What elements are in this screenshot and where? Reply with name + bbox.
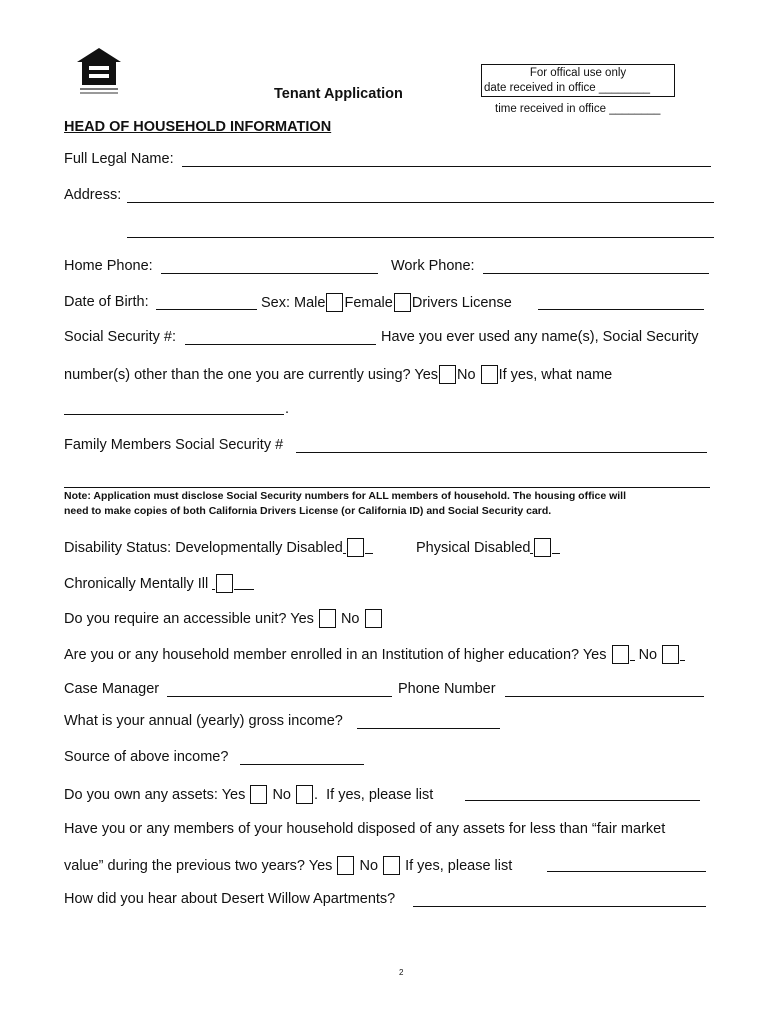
income-source-field[interactable] [240, 764, 364, 765]
dob-label: Date of Birth: [64, 294, 149, 310]
chronically-ill-label: Chronically Mentally Ill [64, 576, 209, 592]
no-label: No [457, 367, 476, 383]
accessible-no-checkbox[interactable] [365, 609, 382, 628]
office-date-received: date received in office ________ [484, 82, 651, 94]
accessible-unit-label: Do you require an accessible unit? Yes [64, 611, 314, 627]
legal-name-label: Full Legal Name: [64, 151, 174, 167]
accessible-no-label: No [340, 611, 360, 627]
equal-housing-logo [76, 47, 122, 95]
dob-field[interactable] [156, 309, 257, 310]
other-names-no-checkbox[interactable] [481, 365, 498, 384]
income-field[interactable] [357, 728, 500, 729]
home-phone-field[interactable] [161, 273, 378, 274]
ssn-label: Social Security #: [64, 329, 177, 345]
drivers-license-label: Drivers License [411, 295, 512, 311]
office-time-received: time received in office ________ [495, 103, 661, 115]
disposed-list-field[interactable] [547, 871, 706, 872]
address-label: Address: [64, 187, 122, 203]
other-names-question-line-2: number(s) other than the one you are currently using? Yes [64, 367, 439, 383]
sex-male-label: Sex: Male [261, 295, 326, 311]
work-phone-field[interactable] [483, 273, 709, 274]
disposed-question-line-1: Have you or any members of your household disposed of any assets for less than “fair market [64, 821, 666, 837]
if-yes-name-label: If yes, what name [498, 367, 613, 383]
assets-if-yes-label: If yes, please list [326, 787, 434, 803]
enrolled-label: Are you or any household member enrolled in an Institution of higher education? Yes [64, 647, 607, 663]
office-use-title: For offical use only [529, 67, 627, 79]
family-ssn-label: Family Members Social Security # [64, 437, 284, 453]
enrolled-no-checkbox[interactable] [662, 645, 679, 664]
income-source-label: Source of above income? [64, 749, 229, 765]
home-phone-label: Home Phone: [64, 258, 153, 274]
hear-about-field[interactable] [413, 906, 706, 907]
page-number: 2 [399, 968, 404, 977]
phone-number-label: Phone Number [398, 681, 496, 697]
enrolled-yes-checkbox[interactable] [612, 645, 629, 664]
note-line-2: need to make copies of both California Drivers License (or California ID) and Social Security card. [64, 505, 552, 517]
disposed-no-label: No [359, 858, 379, 874]
family-ssn-field-line-2[interactable] [64, 487, 710, 488]
case-manager-label: Case Manager [64, 681, 160, 697]
physical-disabled-label: Physical Disabled [416, 540, 531, 556]
enrolled-row [64, 645, 685, 664]
other-names-row [64, 365, 612, 384]
address-field[interactable] [127, 202, 714, 203]
assets-no-label: No [272, 787, 291, 803]
other-names-yes-checkbox[interactable] [439, 365, 456, 384]
period: . [285, 401, 290, 417]
phone-number-field[interactable] [505, 696, 704, 697]
female-checkbox[interactable] [394, 293, 411, 312]
female-label: Female [344, 295, 393, 311]
developmentally-disabled-label: Disability Status: Developmentally Disabled [64, 540, 343, 556]
income-label: What is your annual (yearly) gross income? [64, 713, 343, 729]
hear-about-label: How did you hear about Desert Willow Apartments? [64, 891, 396, 907]
family-ssn-field[interactable] [296, 452, 707, 453]
disposed-yes-checkbox[interactable] [337, 856, 354, 875]
note-line-1: Note: Application must disclose Social Security numbers for ALL members of household. The housing office will [64, 490, 627, 502]
disability-row [64, 538, 373, 557]
address-field-line-2[interactable] [127, 237, 714, 238]
other-names-question-line-1: Have you ever used any name(s), Social Security [381, 329, 699, 345]
office-use-box [481, 64, 675, 97]
physical-row [416, 538, 560, 557]
disposed-row [64, 856, 512, 875]
disposed-if-yes-label: If yes, please list [405, 858, 513, 874]
developmentally-disabled-checkbox[interactable] [347, 538, 364, 557]
sex-row [261, 293, 512, 312]
work-phone-label: Work Phone: [391, 258, 475, 274]
disposed-no-checkbox[interactable] [383, 856, 400, 875]
legal-name-field[interactable] [182, 166, 711, 167]
disposed-question-line-2: value” during the previous two years? Yes [64, 858, 333, 874]
enrolled-no-label: No [638, 647, 658, 663]
assets-yes-checkbox[interactable] [250, 785, 267, 804]
chronically-ill-checkbox[interactable] [216, 574, 233, 593]
ssn-field[interactable] [185, 344, 376, 345]
page-title: Tenant Application [274, 86, 403, 102]
accessible-row [64, 609, 383, 628]
section-heading: HEAD OF HOUSEHOLD INFORMATION [64, 119, 332, 135]
assets-no-checkbox[interactable] [296, 785, 313, 804]
accessible-yes-checkbox[interactable] [319, 609, 336, 628]
assets-row: Do you own any assets: Yes No . If yes, please list [64, 787, 434, 803]
chronic-row [64, 574, 254, 593]
other-name-field[interactable] [64, 414, 284, 415]
case-manager-field[interactable] [167, 696, 392, 697]
assets-list-field[interactable] [465, 800, 700, 801]
drivers-license-field[interactable] [538, 309, 704, 310]
male-checkbox[interactable] [326, 293, 343, 312]
physical-disabled-checkbox[interactable] [534, 538, 551, 557]
assets-label: Do you own any assets: Yes [64, 787, 246, 803]
